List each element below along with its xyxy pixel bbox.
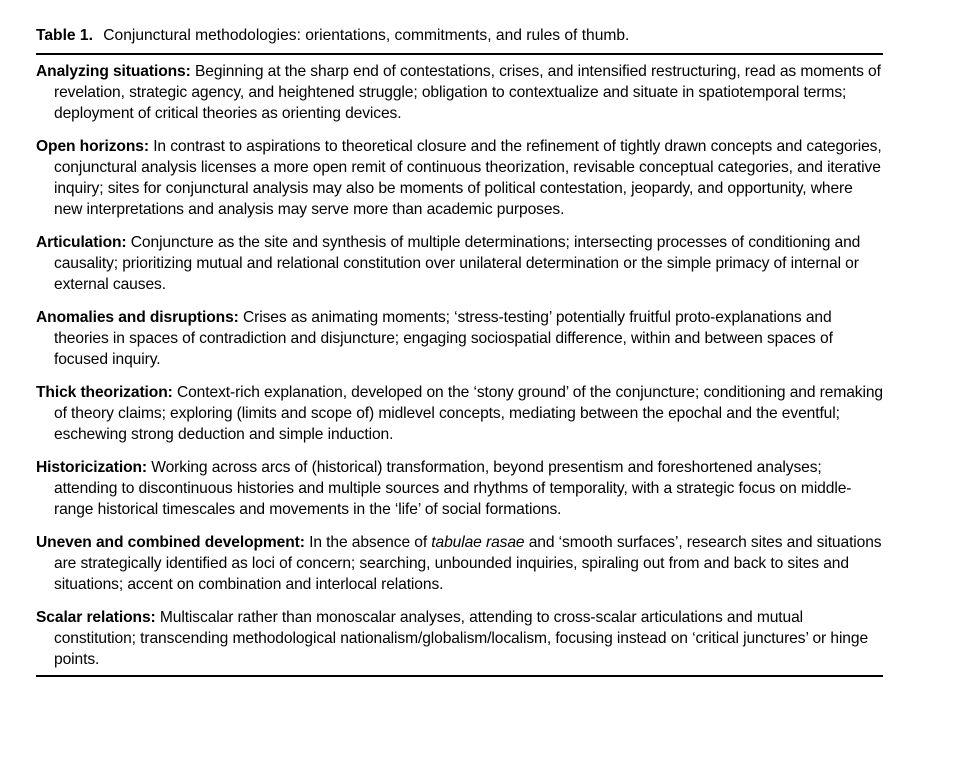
row-term: Scalar relations:	[36, 609, 156, 626]
row-scalar-relations	[36, 607, 883, 670]
row-text: Conjuncture as the site and synthesis of multiple determinations; intersecting processes of conditioning and causality; prioritizing mutual and relational constitution over unilateral determination or the simple primacy of internal or external causes.	[54, 234, 861, 293]
row-text-italic: tabulae rasae	[431, 534, 525, 551]
table-body	[36, 55, 883, 677]
row-text-after: and ‘smooth surfaces’, research sites and situations are strategically identified as loci of concern; searching, unbounded inquiries, spiraling out from and back to sites and situations; accent on combination and interlocal relations.	[54, 534, 882, 593]
row-term: Articulation:	[36, 234, 127, 251]
table-caption	[36, 25, 883, 55]
row-open-horizons	[36, 136, 883, 220]
row-term: Thick theorization:	[36, 384, 173, 401]
row-text: Working across arcs of (historical) transformation, beyond presentism and foreshortened analyses; attending to discontinuous histories and multiple sources and rhythms of temporality, with a strategic focus on middle-range historical timescales and movements in the ‘life’ of social formations.	[54, 459, 852, 518]
table-label: Table 1.	[36, 27, 93, 44]
row-text: Crises as animating moments; ‘stress-testing’ potentially fruitful proto-explanations and theories in spaces of contradiction and disjuncture; engaging sociospatial difference, within and between spaces of focused inquiry.	[54, 309, 833, 368]
row-analyzing-situations	[36, 61, 883, 124]
row-term: Analyzing situations:	[36, 63, 191, 80]
row-text: In contrast to aspirations to theoretical closure and the refinement of tightly drawn concepts and categories, conjunctural analysis licenses a more open remit of continuous theorization, revisable conceptual categories, and iterative inquiry; sites for conjunctural analysis may also be moments of political contestation, jeopardy, and opportunity, where new interpretations and analysis may serve more than academic purposes.	[54, 138, 882, 218]
row-anomalies-and-disruptions	[36, 307, 883, 370]
row-text: Multiscalar rather than monoscalar analyses, attending to cross-scalar articulations and mutual constitution; transcending methodological nationalism/globalism/localism, focusing instead on ‘critical junctures’ or hinge points.	[54, 609, 869, 668]
row-text-before: In the absence of	[309, 534, 428, 551]
row-term: Anomalies and disruptions:	[36, 309, 239, 326]
row-term: Historicization:	[36, 459, 148, 476]
row-text: Beginning at the sharp end of contestations, crises, and intensified restructuring, read as moments of revelation, strategic agency, and heightened struggle; obligation to contextualize and situate in spatiotemporal terms; deployment of critical theories as orienting devices.	[54, 63, 881, 122]
row-articulation	[36, 232, 883, 295]
table-1	[36, 25, 883, 677]
row-historicization	[36, 457, 883, 520]
table-title: Conjunctural methodologies: orientations, commitments, and rules of thumb.	[103, 27, 630, 44]
row-text: Context-rich explanation, developed on the ‘stony ground’ of the conjuncture; conditioning and remaking of theory claims; exploring (limits and scope of) midlevel concepts, mediating between the epochal and the eventful; eschewing strong deduction and simple induction.	[54, 384, 883, 443]
row-thick-theorization	[36, 382, 883, 445]
row-term: Open horizons:	[36, 138, 149, 155]
row-term: Uneven and combined development:	[36, 534, 305, 551]
row-uneven-and-combined-development	[36, 532, 883, 595]
